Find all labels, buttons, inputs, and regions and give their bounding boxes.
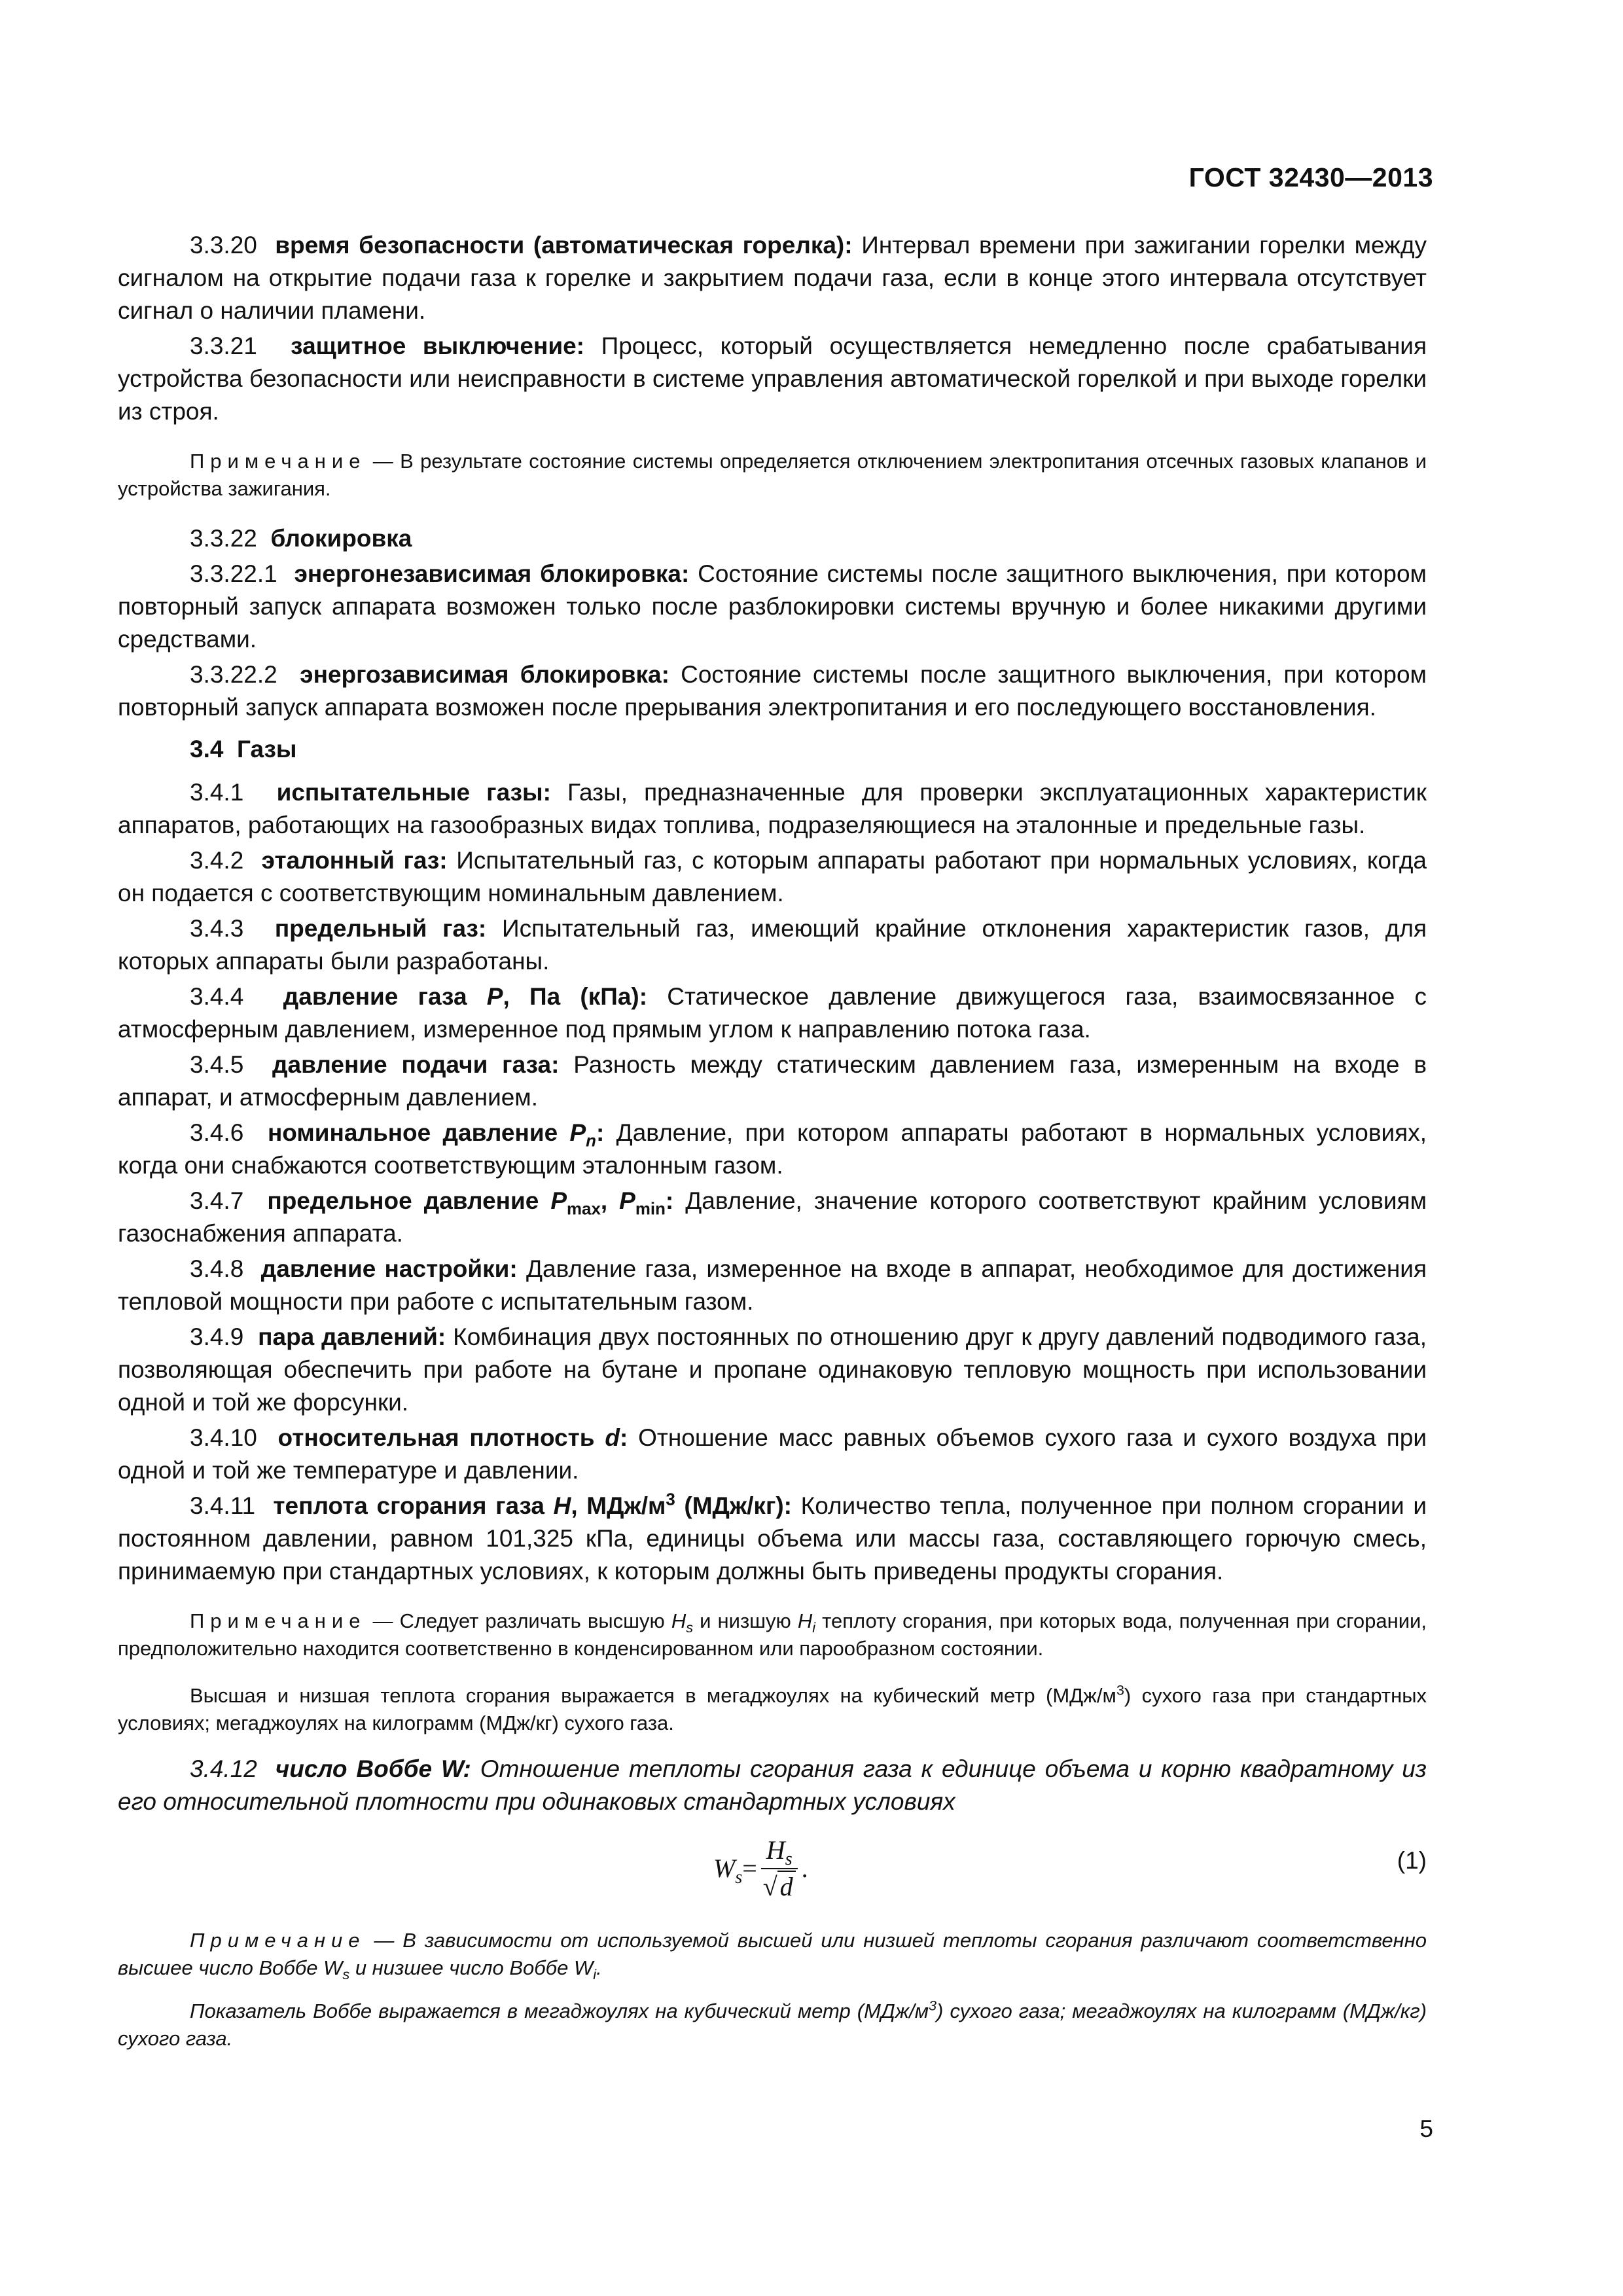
term-part: относительная плотность <box>277 1424 605 1451</box>
note-text: Показатель Воббе выражается в мегаджоулях на кубический метр (МДж/м <box>190 2000 929 2022</box>
clause-number: 3.3.22.1 <box>190 560 277 587</box>
term-symbol: P <box>550 1187 567 1214</box>
note-subscript: s <box>686 1619 694 1636</box>
clause-3-4-9 <box>118 1321 1427 1419</box>
clause-text: Комбинация двух постоянных по отношению друг к другу давлений подводимого газа, позволяющая обеспечить при работе на бутане и пропане одинаковую тепловую мощность при использовании одной и той же форсунки. <box>118 1323 1427 1416</box>
term-part: : <box>619 1424 628 1451</box>
clause-text: Давление газа, измеренное на входе в аппарат, необходимое для достижения тепловой мощности при работе с испытательным газом. <box>118 1255 1427 1315</box>
clause-text: Разность между статическим давлением газа, измеренным на входе в аппарат, и атмосферным давлением. <box>118 1051 1427 1111</box>
note-text: ) сухого газа при стандартных условиях; мегаджоулях на килограмм (МДж/кг) сухого газа. <box>118 1684 1427 1734</box>
formula-symbol: H <box>766 1835 785 1865</box>
term-part: : <box>596 1119 605 1146</box>
note-symbol: H <box>797 1609 813 1632</box>
clause-3-3-20 <box>118 229 1427 327</box>
formula-numerator <box>761 1834 798 1869</box>
clause-number: 3.4.11 <box>190 1492 256 1519</box>
clause-number: 3.4.12 <box>190 1755 257 1782</box>
clause-3-4-10 <box>118 1422 1427 1487</box>
note-text: Высшая и низшая теплота сгорания выражается в мегаджоулях на кубический метр (МДж/м <box>190 1684 1116 1707</box>
note-label: Примечание <box>190 450 366 473</box>
term-part: предельное давление <box>267 1187 551 1214</box>
note-3-4-11 <box>118 1607 1427 1662</box>
note-subscript: i <box>812 1619 816 1636</box>
formula-lhs <box>713 1852 743 1888</box>
clause-number: 3.3.20 <box>190 232 257 259</box>
clause-term: пара давлений: <box>258 1323 446 1350</box>
clause-3-4-4 <box>118 980 1427 1046</box>
clause-term: время безопасности (автоматическая горелка): <box>275 232 853 259</box>
formula-symbol: d <box>777 1871 796 1901</box>
section-heading-3-4 <box>118 733 1427 766</box>
clause-3-4-3 <box>118 912 1427 978</box>
note-label: Примечание <box>190 1609 366 1632</box>
note-text: . <box>596 1956 602 1979</box>
note-3-4-12-continued <box>118 1998 1427 2053</box>
clause-number: 3.4.8 <box>190 1255 244 1282</box>
clause-number: 3.4.9 <box>190 1323 244 1350</box>
clause-3-4-1 <box>118 776 1427 842</box>
term-part: , <box>600 1187 620 1214</box>
clause-term: предельный газ: <box>274 915 487 942</box>
clause-3-4-8 <box>118 1253 1427 1318</box>
clause-term: блокировка <box>270 525 412 552</box>
note-subscript: i <box>593 1966 597 1983</box>
formula-dot: . <box>801 1854 808 1883</box>
term-part: давление газа <box>283 983 487 1010</box>
note-symbol: H <box>671 1609 687 1632</box>
clause-text: Статическое давление движущегося газа, взаимосвязанное с атмосферным давлением, измеренное под прямым углом к направлению потока газа. <box>118 983 1427 1043</box>
term-symbol: d <box>605 1424 620 1451</box>
document-code-header: ГОСТ 32430—2013 <box>1188 162 1433 192</box>
formula-1 <box>118 1822 1427 1907</box>
term-symbol: P <box>569 1119 586 1146</box>
page-number: 5 <box>1419 2115 1433 2142</box>
term-part: : <box>665 1187 674 1214</box>
clause-3-4-7 <box>118 1185 1427 1250</box>
clause-3-4-6 <box>118 1117 1427 1182</box>
clause-term: давление подачи газа: <box>272 1051 560 1078</box>
clause-term <box>283 983 647 1010</box>
clause-number: 3.4.7 <box>190 1187 244 1214</box>
clause-number: 3.4.6 <box>190 1119 244 1146</box>
page-content <box>118 229 1427 2068</box>
formula-denominator <box>763 1869 796 1903</box>
root-icon: √ <box>762 1872 777 1901</box>
formula-subscript: s <box>735 1867 743 1888</box>
clause-number: 3.4.10 <box>190 1424 257 1451</box>
clause-term: число Воббе W: <box>275 1755 471 1782</box>
clause-number: 3.3.22.2 <box>190 661 277 688</box>
note-label: Примечание <box>190 1929 366 1952</box>
clause-number: 3.3.22 <box>190 525 257 552</box>
clause-3-4-2 <box>118 844 1427 910</box>
clause-term <box>267 1187 674 1219</box>
note-superscript: 3 <box>928 1997 937 2014</box>
clause-text: Отношение масс равных объемов сухого газа и сухого воздуха при одной и той же температуре и давлении. <box>118 1424 1427 1484</box>
clause-3-3-22 <box>118 522 1427 555</box>
clause-term: энергозависимая блокировка: <box>300 661 669 688</box>
clause-text: Отношение теплоты сгорания газа к единице объема и корню квадратному из его относительной плотности при одинаковых стандартных условиях <box>118 1755 1427 1815</box>
term-part: (МДж/кг): <box>675 1492 793 1519</box>
clause-3-3-22-1 <box>118 558 1427 656</box>
clause-term <box>278 1424 628 1451</box>
wobbe-formula <box>713 1834 808 1903</box>
term-part: теплота сгорания газа <box>273 1492 554 1519</box>
clause-text: Давление, при котором аппараты работают в нормальных условиях, когда они снабжаются соответствующим эталонным газом. <box>118 1119 1427 1179</box>
clause-term <box>267 1119 605 1151</box>
note-text: теплоту сгорания, при которых вода, полученная при сгорании, предположительно находится соответственно в конденсированном или парообразном состоянии. <box>118 1609 1427 1660</box>
clause-text: Количество тепла, полученное при полном сгорании и постоянном давлении, равном 101,325 кПа, единицы объема или массы газа, составляющего горючую смесь, принимаемую при стандартных условиях, к которым должны быть приведены продукты сгорания. <box>118 1492 1427 1585</box>
note-text: и низшее число Воббе W <box>349 1956 594 1979</box>
term-subscript: max <box>567 1200 601 1219</box>
note-superscript: 3 <box>1116 1681 1124 1698</box>
equation-number: (1) <box>1397 1847 1427 1874</box>
clause-text: Интервал времени при зажигании горелки между сигналом на открытие подачи газа к горелке и закрытием подачи газа, если в конце этого интервала отсутствует сигнал о наличии пламени. <box>118 232 1427 324</box>
note-text: — В результате состояние системы определяется отключением электропитания отсечных газовых клапанов и устройства зажигания. <box>118 450 1427 500</box>
clause-text: Давление, значение которого соответствуют крайним условиям газоснабжения аппарата. <box>118 1187 1427 1247</box>
clause-text: Состояние системы после защитного выключения, при котором повторный запуск аппарата возможен только после разблокировки системы вручную и более никакими другими средствами. <box>118 560 1427 653</box>
note-3-3-21 <box>118 448 1427 503</box>
term-subscript: n <box>586 1132 596 1151</box>
clause-term: эталонный газ: <box>261 847 448 874</box>
note-3-4-11-continued <box>118 1682 1427 1737</box>
formula-subscript: s <box>785 1849 793 1869</box>
term-subscript: min <box>635 1200 666 1219</box>
term-superscript: 3 <box>666 1490 675 1509</box>
note-subscript: s <box>342 1966 350 1983</box>
clause-number: 3.3.21 <box>190 332 257 359</box>
term-part: номинальное давление <box>267 1119 570 1146</box>
clause-3-3-22-2 <box>118 658 1427 724</box>
clause-term: давление настройки: <box>260 1255 518 1282</box>
clause-number: 3.4.2 <box>190 847 244 874</box>
note-3-4-12 <box>118 1927 1427 1982</box>
term-symbol: P <box>619 1187 635 1214</box>
note-text: ) сухого газа; мегаджоулях на килограмм (МДж/кг) сухого газа. <box>118 2000 1427 2050</box>
clause-term: энергонезависимая блокировка: <box>294 560 690 587</box>
clause-3-4-5 <box>118 1049 1427 1114</box>
term-symbol: H <box>553 1492 571 1519</box>
clause-number: 3.4.5 <box>190 1051 244 1078</box>
formula-symbol: W <box>713 1854 736 1883</box>
term-part: , МДж/м <box>571 1492 666 1519</box>
clause-term: защитное выключение: <box>291 332 584 359</box>
note-text: — В зависимости от используемой высшей или низшей теплоты сгорания различают соответственно высшее число Воббе W <box>118 1929 1427 1979</box>
formula-equals: = <box>742 1854 757 1883</box>
clause-term: испытательные газы: <box>276 779 551 806</box>
clause-number: 3.4.3 <box>190 915 244 942</box>
formula-fraction <box>761 1834 798 1903</box>
clause-text: Процесс, который осуществляется немедленно после срабатывания устройства безопасности или неисправности в системе управления автоматической горелкой и при выходе горелки из строя. <box>118 332 1427 425</box>
section-number: 3.4 <box>190 736 224 762</box>
note-text: и низшую <box>693 1609 798 1632</box>
note-text: — Следует различать высшую <box>366 1609 671 1632</box>
clause-number: 3.4.1 <box>190 779 244 806</box>
clause-term <box>273 1492 792 1519</box>
clause-text: Испытательный газ, имеющий крайние отклонения характеристик газов, для которых аппараты были разработаны. <box>118 915 1427 975</box>
clause-3-4-12 <box>118 1753 1427 1818</box>
clause-text: Состояние системы после защитного выключения, при котором повторный запуск аппарата возможен после прерывания электропитания и его последующего восстановления. <box>118 661 1427 721</box>
term-symbol: P <box>486 983 503 1010</box>
clause-number: 3.4.4 <box>190 983 244 1010</box>
clause-text: Газы, предназначенные для проверки эксплуатационных характеристик аппаратов, работающих на газообразных видах топлива, подразеляющиеся на эталонные и предельные газы. <box>118 779 1427 838</box>
section-title: Газы <box>237 736 297 762</box>
clause-text: Испытательный газ, с которым аппараты работают при нормальных условиях, когда он подается с соответствующим номинальным давлением. <box>118 847 1427 906</box>
clause-3-4-11 <box>118 1490 1427 1588</box>
clause-3-3-21 <box>118 330 1427 428</box>
term-part: , Па (кПа): <box>503 983 648 1010</box>
